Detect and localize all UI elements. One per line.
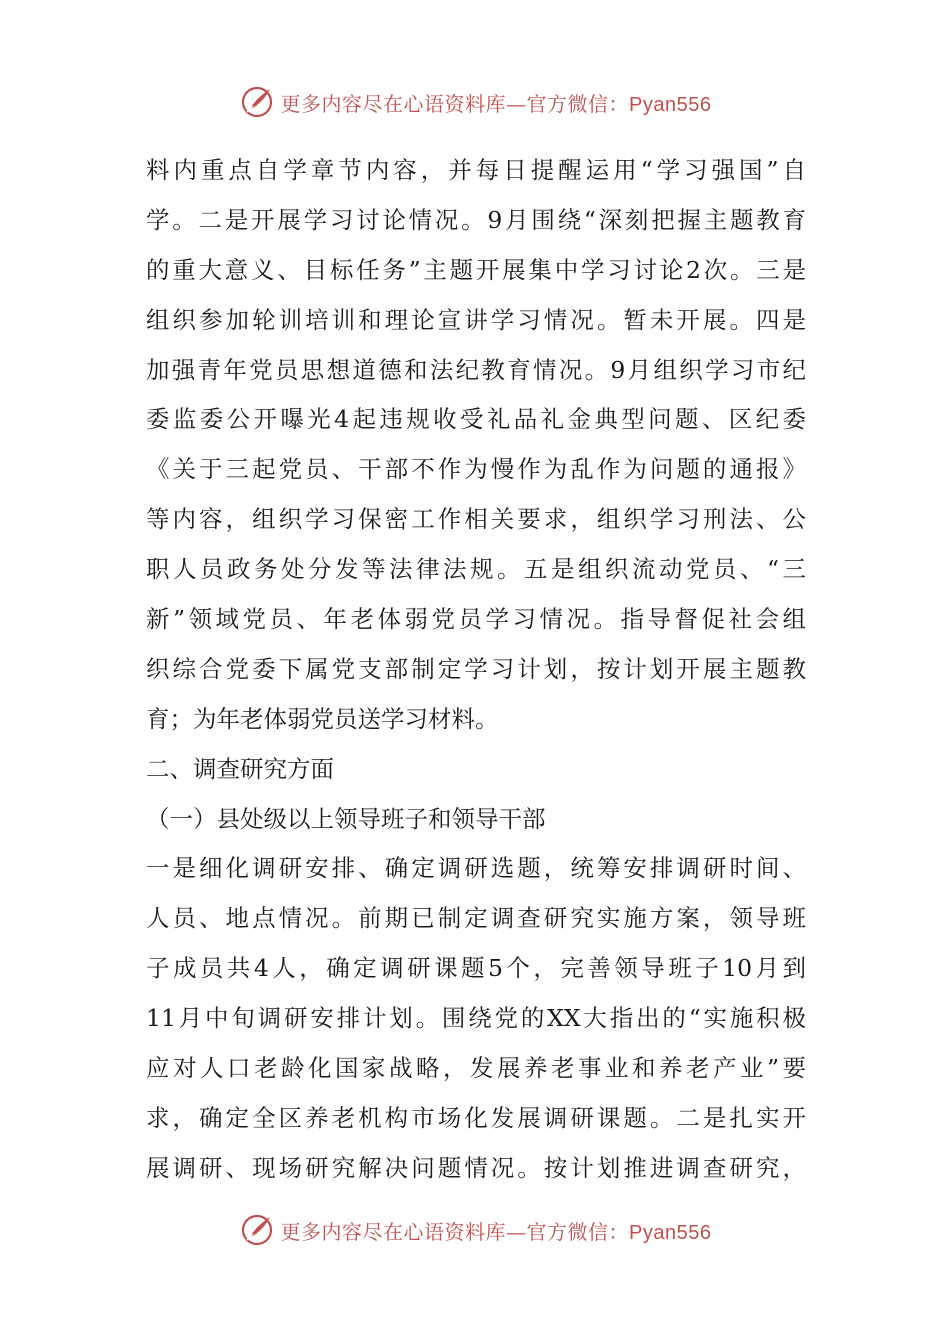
document-body xyxy=(146,146,806,1194)
header-watermark-banner xyxy=(0,82,950,122)
text-line: 新”领域党员、年老体弱党员学习情况。指导督促社会组 xyxy=(146,605,806,634)
text-line: 织综合党委下属党支部制定学习计划，按计划开展主题教 xyxy=(146,654,806,683)
text-line: 子成员共4人，确定调研课题5个，完善领导班子10月到 xyxy=(146,954,806,983)
banner-text: 更多内容尽在心语资料库—官方微信：Pyan556 xyxy=(280,1219,712,1244)
text-line: 组织参加轮训培训和理论宣讲学习情况。暂未开展。四是 xyxy=(146,305,806,334)
wechat-id: Pyan556 xyxy=(629,93,712,116)
text-line: 委监委公开曝光4起违规收受礼品礼金典型问题、区纪委 xyxy=(146,405,806,434)
wechat-id: Pyan556 xyxy=(629,1221,712,1244)
text-line: 二、调查研究方面 xyxy=(146,754,334,783)
footer-watermark-banner xyxy=(0,1210,950,1250)
text-line: 人员、地点情况。前期已制定调查研究实施方案，领导班 xyxy=(146,904,806,933)
text-line: 《关于三起党员、干部不作为慢作为乱作为问题的通报》 xyxy=(146,455,806,484)
text-line: 求，确定全区养老机构市场化发展调研课题。二是扎实开 xyxy=(146,1103,806,1132)
text-line: 展调研、现场研究解决问题情况。按计划推进调查研究， xyxy=(146,1153,806,1182)
quill-pen-logo-icon xyxy=(239,84,275,120)
text-line: 等内容，组织学习保密工作相关要求，组织学习刑法、公 xyxy=(146,505,806,534)
banner-text: 更多内容尽在心语资料库—官方微信：Pyan556 xyxy=(280,91,712,116)
text-line: （一）县处级以上领导班子和领导干部 xyxy=(146,804,546,833)
text-line: 一是细化调研安排、确定调研选题，统筹安排调研时间、 xyxy=(146,854,806,883)
text-line: 职人员政务处分发等法律法规。五是组织流动党员、“三 xyxy=(146,555,806,584)
text-line: 加强青年党员思想道德和法纪教育情况。9月组织学习市纪 xyxy=(146,355,806,384)
text-line: 料内重点自学章节内容，并每日提醒运用“学习强国”自 xyxy=(146,156,806,184)
text-line: 应对人口老龄化国家战略，发展养老事业和养老产业”要 xyxy=(146,1054,806,1083)
text-line: 11月中旬调研安排计划。围绕党的XX大指出的“实施积极 xyxy=(146,1004,806,1033)
text-line: 育；为年老体弱党员送学习材料。 xyxy=(146,704,499,733)
text-line: 的重大意义、目标任务”主题开展集中学习讨论2次。三是 xyxy=(146,255,806,284)
text-line: 学。二是开展学习讨论情况。9月围绕“深刻把握主题教育 xyxy=(146,205,806,234)
quill-pen-logo-icon xyxy=(239,1212,275,1248)
